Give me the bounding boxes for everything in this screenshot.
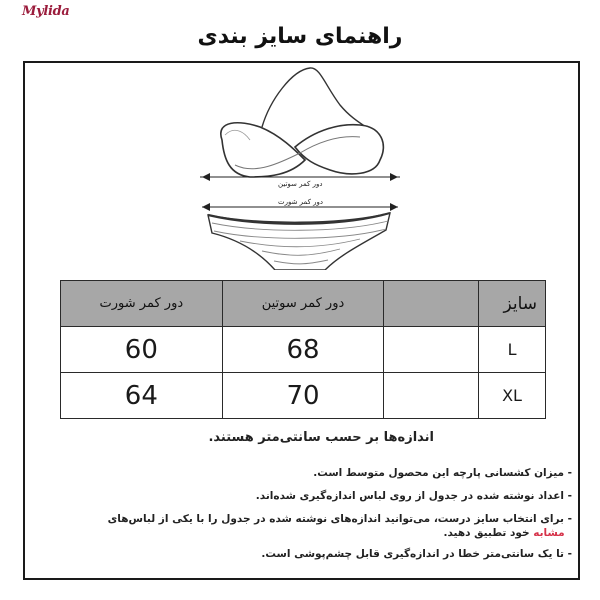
cell-bra-waist: 70: [222, 373, 384, 419]
note-item-text: - برای انتخاب سایز درست، می‌توانید اندازه‌های نوشته شده در جدول را با یکی از لباس‌های: [107, 513, 572, 525]
note-item: - اعداد نوشته شده در جدول از روی لباس اندازه‌گیری شده‌اند.: [255, 490, 572, 502]
cell-empty: [384, 327, 479, 373]
bra-waist-label: دور کمر سوتین: [278, 180, 323, 188]
brand-logo: Mylida: [22, 4, 70, 19]
table-row: [61, 327, 546, 373]
note-item: - تا یک سانتی‌متر خطا در اندازه‌گیری قابل چشم‌پوشی است.: [261, 548, 572, 560]
cell-panty-waist: 64: [61, 373, 223, 419]
header-size: سایز: [479, 281, 546, 327]
note-item: - میزان کشسانی پارچه این محصول متوسط است.: [313, 467, 572, 479]
page-title: راهنمای سایز بندی: [197, 24, 403, 49]
note-item: [52, 512, 572, 540]
cell-panty-waist: 60: [61, 327, 223, 373]
notes-list: [52, 466, 572, 570]
cell-bra-waist: 68: [222, 327, 384, 373]
size-table: [60, 280, 546, 419]
header-empty: [384, 281, 479, 327]
unit-note: اندازه‌ها بر حسب سانتی‌متر هستند.: [208, 430, 434, 445]
table-header-row: [61, 281, 546, 327]
header-panty-waist: دور کمر شورت: [61, 281, 223, 327]
garment-illustration: [200, 65, 400, 270]
cell-empty: [384, 373, 479, 419]
cell-size: XL: [479, 373, 546, 419]
header-bra-waist: دور کمر سوتین: [222, 281, 384, 327]
cell-size: L: [479, 327, 546, 373]
panty-waist-label: دور کمر شورت: [278, 198, 324, 206]
note-item-rest: خود تطبیق دهید.: [443, 527, 534, 539]
note-accent-word: مشابه: [533, 527, 565, 539]
table-row: [61, 373, 546, 419]
bra-drawing-icon: [200, 65, 400, 270]
